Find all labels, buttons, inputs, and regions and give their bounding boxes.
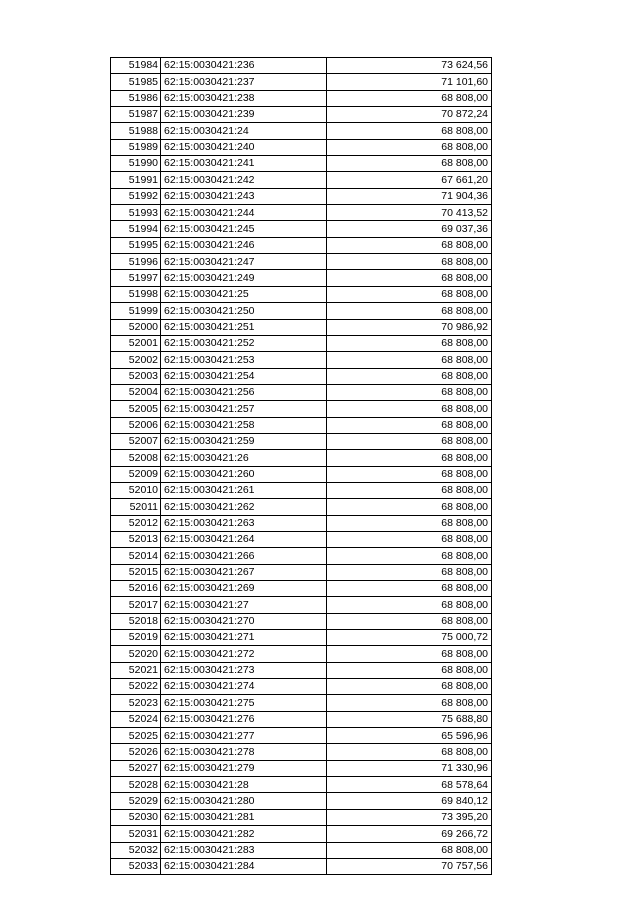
row-number-cell: 52007	[111, 433, 161, 449]
table-row	[111, 286, 492, 302]
row-number-cell: 52003	[111, 368, 161, 384]
value-cell: 68 808,00	[327, 466, 492, 482]
cadastral-number-cell: 62:15:0030421:242	[161, 172, 327, 188]
value-cell: 68 808,00	[327, 156, 492, 172]
table-row	[111, 581, 492, 597]
table-row	[111, 858, 492, 874]
table-row	[111, 58, 492, 74]
table-row	[111, 352, 492, 368]
table-body	[111, 58, 492, 875]
cadastral-number-cell: 62:15:0030421:281	[161, 809, 327, 825]
cadastral-number-cell: 62:15:0030421:276	[161, 711, 327, 727]
cadastral-number-cell: 62:15:0030421:273	[161, 662, 327, 678]
row-number-cell: 52019	[111, 630, 161, 646]
row-number-cell: 51994	[111, 221, 161, 237]
row-number-cell: 52033	[111, 858, 161, 874]
row-number-cell: 52006	[111, 417, 161, 433]
row-number-cell: 52032	[111, 842, 161, 858]
row-number-cell: 52009	[111, 466, 161, 482]
cadastral-number-cell: 62:15:0030421:24	[161, 123, 327, 139]
table-row	[111, 482, 492, 498]
value-cell: 68 578,64	[327, 777, 492, 793]
table-row	[111, 368, 492, 384]
cadastral-number-cell: 62:15:0030421:261	[161, 482, 327, 498]
value-cell: 68 808,00	[327, 139, 492, 155]
value-cell: 68 808,00	[327, 384, 492, 400]
value-cell: 68 808,00	[327, 515, 492, 531]
cadastral-number-cell: 62:15:0030421:250	[161, 303, 327, 319]
value-cell: 68 808,00	[327, 482, 492, 498]
row-number-cell: 52008	[111, 450, 161, 466]
table-row	[111, 564, 492, 580]
cadastral-number-cell: 62:15:0030421:243	[161, 188, 327, 204]
value-cell: 68 808,00	[327, 335, 492, 351]
value-cell: 69 840,12	[327, 793, 492, 809]
table-row	[111, 74, 492, 90]
cadastral-number-cell: 62:15:0030421:253	[161, 352, 327, 368]
row-number-cell: 52005	[111, 401, 161, 417]
row-number-cell: 51990	[111, 156, 161, 172]
row-number-cell: 51993	[111, 205, 161, 221]
row-number-cell: 51999	[111, 303, 161, 319]
table-row	[111, 270, 492, 286]
value-cell: 68 808,00	[327, 433, 492, 449]
value-cell: 71 330,96	[327, 760, 492, 776]
table-row	[111, 809, 492, 825]
cadastral-number-cell: 62:15:0030421:272	[161, 646, 327, 662]
table-row	[111, 842, 492, 858]
row-number-cell: 51984	[111, 58, 161, 74]
row-number-cell: 52010	[111, 482, 161, 498]
table-row	[111, 188, 492, 204]
row-number-cell: 52029	[111, 793, 161, 809]
cadastral-number-cell: 62:15:0030421:274	[161, 679, 327, 695]
value-cell: 68 808,00	[327, 417, 492, 433]
row-number-cell: 51998	[111, 286, 161, 302]
cadastral-number-cell: 62:15:0030421:279	[161, 760, 327, 776]
row-number-cell: 51991	[111, 172, 161, 188]
cadastral-number-cell: 62:15:0030421:244	[161, 205, 327, 221]
value-cell: 69 037,36	[327, 221, 492, 237]
value-cell: 73 624,56	[327, 58, 492, 74]
table-row	[111, 793, 492, 809]
value-cell: 68 808,00	[327, 531, 492, 547]
table-row	[111, 630, 492, 646]
row-number-cell: 51987	[111, 107, 161, 123]
cadastral-number-cell: 62:15:0030421:260	[161, 466, 327, 482]
value-cell: 68 808,00	[327, 401, 492, 417]
table-row	[111, 613, 492, 629]
row-number-cell: 51997	[111, 270, 161, 286]
cadastral-number-cell: 62:15:0030421:269	[161, 581, 327, 597]
row-number-cell: 52004	[111, 384, 161, 400]
row-number-cell: 51996	[111, 254, 161, 270]
value-cell: 68 808,00	[327, 254, 492, 270]
table-row	[111, 433, 492, 449]
cadastral-number-cell: 62:15:0030421:240	[161, 139, 327, 155]
value-cell: 68 808,00	[327, 123, 492, 139]
value-cell: 68 808,00	[327, 368, 492, 384]
cadastral-number-cell: 62:15:0030421:263	[161, 515, 327, 531]
table-row	[111, 450, 492, 466]
value-cell: 68 808,00	[327, 613, 492, 629]
table-row	[111, 319, 492, 335]
value-cell: 70 986,92	[327, 319, 492, 335]
cadastral-number-cell: 62:15:0030421:239	[161, 107, 327, 123]
table-row	[111, 90, 492, 106]
value-cell: 70 872,24	[327, 107, 492, 123]
table-row	[111, 548, 492, 564]
value-cell: 68 808,00	[327, 90, 492, 106]
value-cell: 68 808,00	[327, 237, 492, 253]
value-cell: 69 266,72	[327, 826, 492, 842]
value-cell: 68 808,00	[327, 499, 492, 515]
table-row	[111, 335, 492, 351]
value-cell: 68 808,00	[327, 646, 492, 662]
table-row	[111, 401, 492, 417]
value-cell: 75 000,72	[327, 630, 492, 646]
value-cell: 70 413,52	[327, 205, 492, 221]
cadastral-number-cell: 62:15:0030421:247	[161, 254, 327, 270]
cadastral-number-cell: 62:15:0030421:26	[161, 450, 327, 466]
table-row	[111, 221, 492, 237]
row-number-cell: 52021	[111, 662, 161, 678]
row-number-cell: 52020	[111, 646, 161, 662]
cadastral-number-cell: 62:15:0030421:241	[161, 156, 327, 172]
cadastral-number-cell: 62:15:0030421:252	[161, 335, 327, 351]
row-number-cell: 52028	[111, 777, 161, 793]
cadastral-number-cell: 62:15:0030421:25	[161, 286, 327, 302]
table-row	[111, 123, 492, 139]
value-cell: 73 395,20	[327, 809, 492, 825]
row-number-cell: 52014	[111, 548, 161, 564]
cadastral-number-cell: 62:15:0030421:284	[161, 858, 327, 874]
row-number-cell: 51989	[111, 139, 161, 155]
table-row	[111, 466, 492, 482]
value-cell: 68 808,00	[327, 581, 492, 597]
cadastral-number-cell: 62:15:0030421:258	[161, 417, 327, 433]
row-number-cell: 51985	[111, 74, 161, 90]
table-row	[111, 139, 492, 155]
table-row	[111, 826, 492, 842]
value-cell: 68 808,00	[327, 679, 492, 695]
cadastral-number-cell: 62:15:0030421:254	[161, 368, 327, 384]
cadastral-number-cell: 62:15:0030421:245	[161, 221, 327, 237]
row-number-cell: 52000	[111, 319, 161, 335]
cadastral-number-cell: 62:15:0030421:275	[161, 695, 327, 711]
row-number-cell: 51988	[111, 123, 161, 139]
cadastral-number-cell: 62:15:0030421:266	[161, 548, 327, 564]
table-row	[111, 384, 492, 400]
cadastral-number-cell: 62:15:0030421:264	[161, 531, 327, 547]
row-number-cell: 51995	[111, 237, 161, 253]
cadastral-number-cell: 62:15:0030421:280	[161, 793, 327, 809]
value-cell: 67 661,20	[327, 172, 492, 188]
row-number-cell: 52022	[111, 679, 161, 695]
cadastral-number-cell: 62:15:0030421:277	[161, 728, 327, 744]
cadastral-number-cell: 62:15:0030421:246	[161, 237, 327, 253]
cadastral-number-cell: 62:15:0030421:249	[161, 270, 327, 286]
row-number-cell: 52017	[111, 597, 161, 613]
table-row	[111, 662, 492, 678]
row-number-cell: 52030	[111, 809, 161, 825]
cadastral-number-cell: 62:15:0030421:282	[161, 826, 327, 842]
table-row	[111, 695, 492, 711]
value-cell: 71 904,36	[327, 188, 492, 204]
value-cell: 70 757,56	[327, 858, 492, 874]
row-number-cell: 52031	[111, 826, 161, 842]
table-row	[111, 205, 492, 221]
table-row	[111, 744, 492, 760]
table-row	[111, 107, 492, 123]
value-cell: 68 808,00	[327, 352, 492, 368]
row-number-cell: 52023	[111, 695, 161, 711]
cadastral-value-table	[110, 57, 492, 875]
table-row	[111, 728, 492, 744]
table-row	[111, 711, 492, 727]
table-row	[111, 172, 492, 188]
table-row	[111, 760, 492, 776]
cadastral-number-cell: 62:15:0030421:283	[161, 842, 327, 858]
row-number-cell: 52013	[111, 531, 161, 547]
table-row	[111, 531, 492, 547]
cadastral-number-cell: 62:15:0030421:262	[161, 499, 327, 515]
cadastral-number-cell: 62:15:0030421:270	[161, 613, 327, 629]
row-number-cell: 52011	[111, 499, 161, 515]
value-cell: 65 596,96	[327, 728, 492, 744]
row-number-cell: 52001	[111, 335, 161, 351]
cadastral-number-cell: 62:15:0030421:278	[161, 744, 327, 760]
row-number-cell: 52025	[111, 728, 161, 744]
table-row	[111, 597, 492, 613]
value-cell: 75 688,80	[327, 711, 492, 727]
value-cell: 68 808,00	[327, 270, 492, 286]
cadastral-number-cell: 62:15:0030421:257	[161, 401, 327, 417]
row-number-cell: 52024	[111, 711, 161, 727]
table-row	[111, 237, 492, 253]
table-row	[111, 303, 492, 319]
table-row	[111, 679, 492, 695]
value-cell: 68 808,00	[327, 548, 492, 564]
cadastral-number-cell: 62:15:0030421:271	[161, 630, 327, 646]
table-row	[111, 254, 492, 270]
row-number-cell: 52012	[111, 515, 161, 531]
value-cell: 68 808,00	[327, 842, 492, 858]
value-cell: 68 808,00	[327, 303, 492, 319]
table-row	[111, 777, 492, 793]
table-row	[111, 646, 492, 662]
row-number-cell: 52026	[111, 744, 161, 760]
row-number-cell: 52027	[111, 760, 161, 776]
cadastral-number-cell: 62:15:0030421:238	[161, 90, 327, 106]
value-cell: 68 808,00	[327, 597, 492, 613]
cadastral-number-cell: 62:15:0030421:256	[161, 384, 327, 400]
cadastral-number-cell: 62:15:0030421:237	[161, 74, 327, 90]
row-number-cell: 51986	[111, 90, 161, 106]
value-cell: 68 808,00	[327, 695, 492, 711]
row-number-cell: 52002	[111, 352, 161, 368]
cadastral-number-cell: 62:15:0030421:267	[161, 564, 327, 580]
value-cell: 68 808,00	[327, 286, 492, 302]
value-cell: 68 808,00	[327, 564, 492, 580]
table-row	[111, 417, 492, 433]
cadastral-number-cell: 62:15:0030421:259	[161, 433, 327, 449]
cadastral-number-cell: 62:15:0030421:251	[161, 319, 327, 335]
value-cell: 71 101,60	[327, 74, 492, 90]
table-row	[111, 515, 492, 531]
table-row	[111, 156, 492, 172]
value-cell: 68 808,00	[327, 450, 492, 466]
cadastral-number-cell: 62:15:0030421:28	[161, 777, 327, 793]
row-number-cell: 52018	[111, 613, 161, 629]
cadastral-number-cell: 62:15:0030421:27	[161, 597, 327, 613]
table-row	[111, 499, 492, 515]
row-number-cell: 51992	[111, 188, 161, 204]
row-number-cell: 52016	[111, 581, 161, 597]
value-cell: 68 808,00	[327, 662, 492, 678]
value-cell: 68 808,00	[327, 744, 492, 760]
cadastral-number-cell: 62:15:0030421:236	[161, 58, 327, 74]
row-number-cell: 52015	[111, 564, 161, 580]
